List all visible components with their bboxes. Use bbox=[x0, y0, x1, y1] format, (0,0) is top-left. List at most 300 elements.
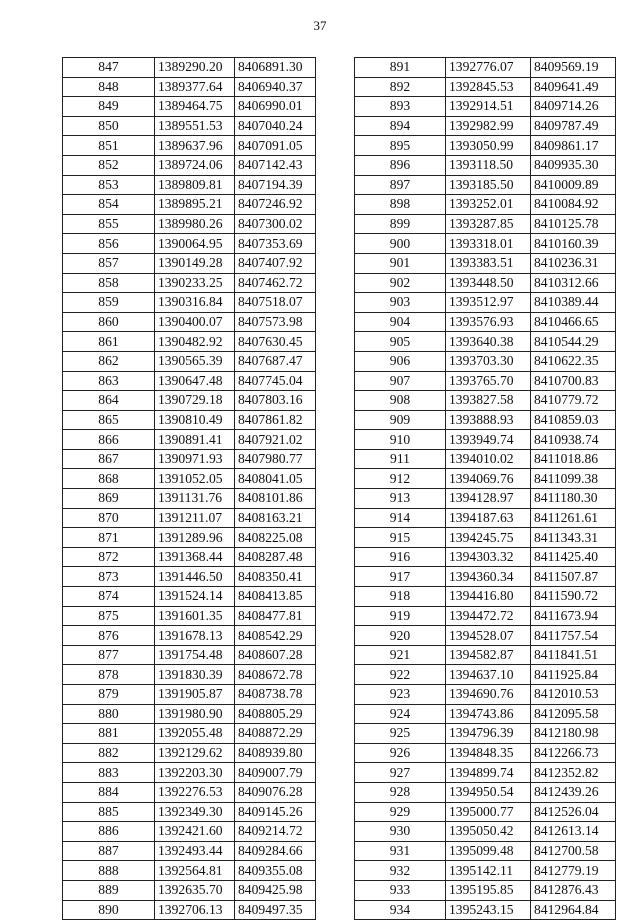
y-coordinate-cell: 8411261.61 bbox=[531, 508, 616, 528]
table-row bbox=[355, 469, 616, 489]
table-row bbox=[355, 861, 616, 881]
table-row bbox=[355, 97, 616, 117]
x-coordinate-cell: 1391289.96 bbox=[155, 528, 235, 548]
point-number-cell: 903 bbox=[355, 293, 446, 313]
table-row bbox=[355, 430, 616, 450]
point-number-cell: 887 bbox=[63, 841, 155, 861]
y-coordinate-cell: 8412439.26 bbox=[531, 782, 616, 802]
x-coordinate-cell: 1394796.39 bbox=[446, 724, 531, 744]
y-coordinate-cell: 8407194.39 bbox=[235, 175, 316, 195]
point-number-cell: 883 bbox=[63, 763, 155, 783]
table-row bbox=[63, 685, 316, 705]
x-coordinate-cell: 1392203.30 bbox=[155, 763, 235, 783]
y-coordinate-cell: 8409935.30 bbox=[531, 155, 616, 175]
point-number-cell: 852 bbox=[63, 155, 155, 175]
coordinates-table-right bbox=[354, 57, 616, 920]
x-coordinate-cell: 1395142.11 bbox=[446, 861, 531, 881]
point-number-cell: 902 bbox=[355, 273, 446, 293]
point-number-cell: 897 bbox=[355, 175, 446, 195]
table-row bbox=[355, 665, 616, 685]
point-number-cell: 908 bbox=[355, 391, 446, 411]
x-coordinate-cell: 1391446.50 bbox=[155, 567, 235, 587]
table-row bbox=[63, 763, 316, 783]
x-coordinate-cell: 1394582.87 bbox=[446, 645, 531, 665]
x-coordinate-cell: 1395000.77 bbox=[446, 802, 531, 822]
table-row bbox=[355, 645, 616, 665]
table-row bbox=[63, 371, 316, 391]
table-row bbox=[63, 430, 316, 450]
point-number-cell: 868 bbox=[63, 469, 155, 489]
x-coordinate-cell: 1391131.76 bbox=[155, 489, 235, 509]
point-number-cell: 891 bbox=[355, 58, 446, 78]
x-coordinate-cell: 1391678.13 bbox=[155, 626, 235, 646]
y-coordinate-cell: 8408607.28 bbox=[235, 645, 316, 665]
point-number-cell: 885 bbox=[63, 802, 155, 822]
y-coordinate-cell: 8410779.72 bbox=[531, 391, 616, 411]
point-number-cell: 924 bbox=[355, 704, 446, 724]
table-row bbox=[63, 900, 316, 920]
table-row bbox=[355, 880, 616, 900]
x-coordinate-cell: 1389980.26 bbox=[155, 214, 235, 234]
x-coordinate-cell: 1394416.80 bbox=[446, 587, 531, 607]
y-coordinate-cell: 8407246.92 bbox=[235, 195, 316, 215]
table-row bbox=[355, 528, 616, 548]
y-coordinate-cell: 8408939.80 bbox=[235, 743, 316, 763]
x-coordinate-cell: 1393118.50 bbox=[446, 155, 531, 175]
x-coordinate-cell: 1390316.84 bbox=[155, 293, 235, 313]
point-number-cell: 919 bbox=[355, 606, 446, 626]
point-number-cell: 873 bbox=[63, 567, 155, 587]
x-coordinate-cell: 1391211.07 bbox=[155, 508, 235, 528]
table-row bbox=[63, 253, 316, 273]
x-coordinate-cell: 1392129.62 bbox=[155, 743, 235, 763]
y-coordinate-cell: 8409425.98 bbox=[235, 880, 316, 900]
y-coordinate-cell: 8411099.38 bbox=[531, 469, 616, 489]
x-coordinate-cell: 1390647.48 bbox=[155, 371, 235, 391]
table-row bbox=[355, 489, 616, 509]
y-coordinate-cell: 8412266.73 bbox=[531, 743, 616, 763]
y-coordinate-cell: 8408163.21 bbox=[235, 508, 316, 528]
table-row bbox=[63, 743, 316, 763]
table-row bbox=[355, 606, 616, 626]
table-row bbox=[63, 273, 316, 293]
x-coordinate-cell: 1395243.15 bbox=[446, 900, 531, 920]
y-coordinate-cell: 8410009.89 bbox=[531, 175, 616, 195]
table-row bbox=[63, 606, 316, 626]
y-coordinate-cell: 8408477.81 bbox=[235, 606, 316, 626]
y-coordinate-cell: 8409214.72 bbox=[235, 822, 316, 842]
point-number-cell: 861 bbox=[63, 332, 155, 352]
y-coordinate-cell: 8411590.72 bbox=[531, 587, 616, 607]
table-row bbox=[63, 155, 316, 175]
x-coordinate-cell: 1393050.99 bbox=[446, 136, 531, 156]
point-number-cell: 899 bbox=[355, 214, 446, 234]
point-number-cell: 898 bbox=[355, 195, 446, 215]
point-number-cell: 920 bbox=[355, 626, 446, 646]
table-row bbox=[63, 528, 316, 548]
point-number-cell: 934 bbox=[355, 900, 446, 920]
table-row bbox=[63, 136, 316, 156]
table-row bbox=[355, 136, 616, 156]
x-coordinate-cell: 1390233.25 bbox=[155, 273, 235, 293]
y-coordinate-cell: 8408350.41 bbox=[235, 567, 316, 587]
y-coordinate-cell: 8412876.43 bbox=[531, 880, 616, 900]
point-number-cell: 913 bbox=[355, 489, 446, 509]
table-row bbox=[355, 626, 616, 646]
x-coordinate-cell: 1392776.07 bbox=[446, 58, 531, 78]
y-coordinate-cell: 8408805.29 bbox=[235, 704, 316, 724]
y-coordinate-cell: 8408872.29 bbox=[235, 724, 316, 744]
y-coordinate-cell: 8410312.66 bbox=[531, 273, 616, 293]
x-coordinate-cell: 1393383.51 bbox=[446, 253, 531, 273]
point-number-cell: 858 bbox=[63, 273, 155, 293]
x-coordinate-cell: 1391601.35 bbox=[155, 606, 235, 626]
table-row bbox=[63, 97, 316, 117]
y-coordinate-cell: 8412700.58 bbox=[531, 841, 616, 861]
x-coordinate-cell: 1392914.51 bbox=[446, 97, 531, 117]
x-coordinate-cell: 1393448.50 bbox=[446, 273, 531, 293]
table-row bbox=[355, 763, 616, 783]
x-coordinate-cell: 1393765.70 bbox=[446, 371, 531, 391]
table-row bbox=[355, 391, 616, 411]
x-coordinate-cell: 1389809.81 bbox=[155, 175, 235, 195]
y-coordinate-cell: 8409861.17 bbox=[531, 136, 616, 156]
y-coordinate-cell: 8410938.74 bbox=[531, 430, 616, 450]
table-row bbox=[63, 449, 316, 469]
point-number-cell: 893 bbox=[355, 97, 446, 117]
point-number-cell: 862 bbox=[63, 351, 155, 371]
point-number-cell: 911 bbox=[355, 449, 446, 469]
x-coordinate-cell: 1390482.92 bbox=[155, 332, 235, 352]
x-coordinate-cell: 1393318.01 bbox=[446, 234, 531, 254]
x-coordinate-cell: 1394950.54 bbox=[446, 782, 531, 802]
y-coordinate-cell: 8412352.82 bbox=[531, 763, 616, 783]
point-number-cell: 854 bbox=[63, 195, 155, 215]
y-coordinate-cell: 8408738.78 bbox=[235, 685, 316, 705]
x-coordinate-cell: 1394743.86 bbox=[446, 704, 531, 724]
table-row bbox=[63, 195, 316, 215]
table-row bbox=[63, 587, 316, 607]
point-number-cell: 929 bbox=[355, 802, 446, 822]
x-coordinate-cell: 1390565.39 bbox=[155, 351, 235, 371]
y-coordinate-cell: 8412526.04 bbox=[531, 802, 616, 822]
y-coordinate-cell: 8410544.29 bbox=[531, 332, 616, 352]
x-coordinate-cell: 1394303.32 bbox=[446, 547, 531, 567]
y-coordinate-cell: 8409007.79 bbox=[235, 763, 316, 783]
point-number-cell: 926 bbox=[355, 743, 446, 763]
point-number-cell: 850 bbox=[63, 116, 155, 136]
point-number-cell: 912 bbox=[355, 469, 446, 489]
y-coordinate-cell: 8408225.08 bbox=[235, 528, 316, 548]
table-row bbox=[355, 567, 616, 587]
point-number-cell: 896 bbox=[355, 155, 446, 175]
table-row bbox=[355, 273, 616, 293]
point-number-cell: 894 bbox=[355, 116, 446, 136]
point-number-cell: 918 bbox=[355, 587, 446, 607]
point-number-cell: 867 bbox=[63, 449, 155, 469]
x-coordinate-cell: 1394690.76 bbox=[446, 685, 531, 705]
x-coordinate-cell: 1390810.49 bbox=[155, 410, 235, 430]
x-coordinate-cell: 1393888.93 bbox=[446, 410, 531, 430]
table-row bbox=[63, 175, 316, 195]
table-row bbox=[355, 195, 616, 215]
y-coordinate-cell: 8407687.47 bbox=[235, 351, 316, 371]
x-coordinate-cell: 1394472.72 bbox=[446, 606, 531, 626]
y-coordinate-cell: 8407921.02 bbox=[235, 430, 316, 450]
x-coordinate-cell: 1392276.53 bbox=[155, 782, 235, 802]
y-coordinate-cell: 8412095.58 bbox=[531, 704, 616, 724]
table-row bbox=[355, 449, 616, 469]
x-coordinate-cell: 1393640.38 bbox=[446, 332, 531, 352]
y-coordinate-cell: 8406990.01 bbox=[235, 97, 316, 117]
y-coordinate-cell: 8411343.31 bbox=[531, 528, 616, 548]
point-number-cell: 880 bbox=[63, 704, 155, 724]
table-row bbox=[63, 116, 316, 136]
point-number-cell: 877 bbox=[63, 645, 155, 665]
x-coordinate-cell: 1394848.35 bbox=[446, 743, 531, 763]
x-coordinate-cell: 1393252.01 bbox=[446, 195, 531, 215]
point-number-cell: 869 bbox=[63, 489, 155, 509]
y-coordinate-cell: 8410084.92 bbox=[531, 195, 616, 215]
y-coordinate-cell: 8407630.45 bbox=[235, 332, 316, 352]
point-number-cell: 927 bbox=[355, 763, 446, 783]
y-coordinate-cell: 8410466.65 bbox=[531, 312, 616, 332]
point-number-cell: 901 bbox=[355, 253, 446, 273]
y-coordinate-cell: 8407040.24 bbox=[235, 116, 316, 136]
x-coordinate-cell: 1389724.06 bbox=[155, 155, 235, 175]
table-row bbox=[63, 724, 316, 744]
y-coordinate-cell: 8407980.77 bbox=[235, 449, 316, 469]
point-number-cell: 851 bbox=[63, 136, 155, 156]
point-number-cell: 895 bbox=[355, 136, 446, 156]
y-coordinate-cell: 8409641.49 bbox=[531, 77, 616, 97]
point-number-cell: 866 bbox=[63, 430, 155, 450]
y-coordinate-cell: 8407861.82 bbox=[235, 410, 316, 430]
point-number-cell: 882 bbox=[63, 743, 155, 763]
point-number-cell: 933 bbox=[355, 880, 446, 900]
point-number-cell: 856 bbox=[63, 234, 155, 254]
table-row bbox=[63, 234, 316, 254]
table-row bbox=[63, 332, 316, 352]
point-number-cell: 871 bbox=[63, 528, 155, 548]
page-number: 37 bbox=[313, 18, 327, 33]
x-coordinate-cell: 1389377.64 bbox=[155, 77, 235, 97]
x-coordinate-cell: 1393949.74 bbox=[446, 430, 531, 450]
point-number-cell: 857 bbox=[63, 253, 155, 273]
table-row bbox=[63, 214, 316, 234]
y-coordinate-cell: 8411507.87 bbox=[531, 567, 616, 587]
point-number-cell: 848 bbox=[63, 77, 155, 97]
table-row bbox=[63, 861, 316, 881]
table-row bbox=[63, 880, 316, 900]
table-row bbox=[355, 802, 616, 822]
y-coordinate-cell: 8410160.39 bbox=[531, 234, 616, 254]
point-number-cell: 904 bbox=[355, 312, 446, 332]
point-number-cell: 889 bbox=[63, 880, 155, 900]
table-row bbox=[63, 508, 316, 528]
point-number-cell: 932 bbox=[355, 861, 446, 881]
point-number-cell: 884 bbox=[63, 782, 155, 802]
y-coordinate-cell: 8407462.72 bbox=[235, 273, 316, 293]
x-coordinate-cell: 1389551.53 bbox=[155, 116, 235, 136]
x-coordinate-cell: 1390064.95 bbox=[155, 234, 235, 254]
x-coordinate-cell: 1394128.97 bbox=[446, 489, 531, 509]
x-coordinate-cell: 1395050.42 bbox=[446, 822, 531, 842]
x-coordinate-cell: 1390400.07 bbox=[155, 312, 235, 332]
table-row bbox=[355, 293, 616, 313]
point-number-cell: 909 bbox=[355, 410, 446, 430]
y-coordinate-cell: 8411757.54 bbox=[531, 626, 616, 646]
point-number-cell: 872 bbox=[63, 547, 155, 567]
point-number-cell: 881 bbox=[63, 724, 155, 744]
point-number-cell: 930 bbox=[355, 822, 446, 842]
y-coordinate-cell: 8410389.44 bbox=[531, 293, 616, 313]
point-number-cell: 870 bbox=[63, 508, 155, 528]
table-row bbox=[63, 645, 316, 665]
x-coordinate-cell: 1394528.07 bbox=[446, 626, 531, 646]
table-row bbox=[63, 293, 316, 313]
table-row bbox=[355, 704, 616, 724]
y-coordinate-cell: 8409076.28 bbox=[235, 782, 316, 802]
table-row bbox=[63, 351, 316, 371]
table-row bbox=[63, 841, 316, 861]
table-row bbox=[355, 351, 616, 371]
x-coordinate-cell: 1392706.13 bbox=[155, 900, 235, 920]
y-coordinate-cell: 8408413.85 bbox=[235, 587, 316, 607]
y-coordinate-cell: 8407803.16 bbox=[235, 391, 316, 411]
point-number-cell: 910 bbox=[355, 430, 446, 450]
table-row bbox=[63, 704, 316, 724]
table-row bbox=[355, 312, 616, 332]
y-coordinate-cell: 8409714.26 bbox=[531, 97, 616, 117]
point-number-cell: 925 bbox=[355, 724, 446, 744]
x-coordinate-cell: 1392845.53 bbox=[446, 77, 531, 97]
y-coordinate-cell: 8410125.78 bbox=[531, 214, 616, 234]
x-coordinate-cell: 1392421.60 bbox=[155, 822, 235, 842]
y-coordinate-cell: 8408101.86 bbox=[235, 489, 316, 509]
table-row bbox=[63, 58, 316, 78]
y-coordinate-cell: 8407353.69 bbox=[235, 234, 316, 254]
x-coordinate-cell: 1390149.28 bbox=[155, 253, 235, 273]
point-number-cell: 915 bbox=[355, 528, 446, 548]
x-coordinate-cell: 1393576.93 bbox=[446, 312, 531, 332]
point-number-cell: 886 bbox=[63, 822, 155, 842]
y-coordinate-cell: 8409497.35 bbox=[235, 900, 316, 920]
x-coordinate-cell: 1389464.75 bbox=[155, 97, 235, 117]
point-number-cell: 853 bbox=[63, 175, 155, 195]
table-row bbox=[63, 802, 316, 822]
table-row bbox=[355, 371, 616, 391]
point-number-cell: 879 bbox=[63, 685, 155, 705]
x-coordinate-cell: 1390729.18 bbox=[155, 391, 235, 411]
table-row bbox=[355, 900, 616, 920]
y-coordinate-cell: 8409145.26 bbox=[235, 802, 316, 822]
point-number-cell: 890 bbox=[63, 900, 155, 920]
table-row bbox=[63, 665, 316, 685]
table-row bbox=[355, 214, 616, 234]
point-number-cell: 847 bbox=[63, 58, 155, 78]
point-number-cell: 874 bbox=[63, 587, 155, 607]
y-coordinate-cell: 8411180.30 bbox=[531, 489, 616, 509]
x-coordinate-cell: 1392982.99 bbox=[446, 116, 531, 136]
table-row bbox=[355, 116, 616, 136]
x-coordinate-cell: 1391830.39 bbox=[155, 665, 235, 685]
point-number-cell: 906 bbox=[355, 351, 446, 371]
x-coordinate-cell: 1394187.63 bbox=[446, 508, 531, 528]
y-coordinate-cell: 8410700.83 bbox=[531, 371, 616, 391]
x-coordinate-cell: 1392349.30 bbox=[155, 802, 235, 822]
x-coordinate-cell: 1392493.44 bbox=[155, 841, 235, 861]
table-row bbox=[63, 782, 316, 802]
x-coordinate-cell: 1394010.02 bbox=[446, 449, 531, 469]
y-coordinate-cell: 8408041.05 bbox=[235, 469, 316, 489]
y-coordinate-cell: 8408672.78 bbox=[235, 665, 316, 685]
x-coordinate-cell: 1389290.20 bbox=[155, 58, 235, 78]
table-row bbox=[63, 410, 316, 430]
point-number-cell: 923 bbox=[355, 685, 446, 705]
point-number-cell: 860 bbox=[63, 312, 155, 332]
x-coordinate-cell: 1391980.90 bbox=[155, 704, 235, 724]
x-coordinate-cell: 1393827.58 bbox=[446, 391, 531, 411]
coordinates-table-left bbox=[62, 57, 316, 920]
y-coordinate-cell: 8409355.08 bbox=[235, 861, 316, 881]
y-coordinate-cell: 8410859.03 bbox=[531, 410, 616, 430]
x-coordinate-cell: 1390891.41 bbox=[155, 430, 235, 450]
table-row bbox=[355, 841, 616, 861]
point-number-cell: 914 bbox=[355, 508, 446, 528]
y-coordinate-cell: 8412964.84 bbox=[531, 900, 616, 920]
table-row bbox=[355, 410, 616, 430]
x-coordinate-cell: 1391368.44 bbox=[155, 547, 235, 567]
table-row bbox=[355, 58, 616, 78]
table-row bbox=[355, 234, 616, 254]
y-coordinate-cell: 8411673.94 bbox=[531, 606, 616, 626]
table-row bbox=[63, 567, 316, 587]
table-row bbox=[63, 489, 316, 509]
table-row bbox=[355, 77, 616, 97]
table-row bbox=[355, 685, 616, 705]
point-number-cell: 863 bbox=[63, 371, 155, 391]
point-number-cell: 878 bbox=[63, 665, 155, 685]
table-row bbox=[355, 508, 616, 528]
y-coordinate-cell: 8412613.14 bbox=[531, 822, 616, 842]
y-coordinate-cell: 8409569.19 bbox=[531, 58, 616, 78]
table-row bbox=[63, 626, 316, 646]
table-row bbox=[355, 155, 616, 175]
point-number-cell: 900 bbox=[355, 234, 446, 254]
point-number-cell: 916 bbox=[355, 547, 446, 567]
x-coordinate-cell: 1394360.34 bbox=[446, 567, 531, 587]
y-coordinate-cell: 8411425.40 bbox=[531, 547, 616, 567]
x-coordinate-cell: 1394637.10 bbox=[446, 665, 531, 685]
x-coordinate-cell: 1395195.85 bbox=[446, 880, 531, 900]
y-coordinate-cell: 8408287.48 bbox=[235, 547, 316, 567]
table-row bbox=[355, 724, 616, 744]
x-coordinate-cell: 1391052.05 bbox=[155, 469, 235, 489]
y-coordinate-cell: 8407142.43 bbox=[235, 155, 316, 175]
point-number-cell: 905 bbox=[355, 332, 446, 352]
table-row bbox=[355, 547, 616, 567]
x-coordinate-cell: 1394899.74 bbox=[446, 763, 531, 783]
y-coordinate-cell: 8407091.05 bbox=[235, 136, 316, 156]
y-coordinate-cell: 8412010.53 bbox=[531, 685, 616, 705]
point-number-cell: 888 bbox=[63, 861, 155, 881]
x-coordinate-cell: 1393287.85 bbox=[446, 214, 531, 234]
table-row bbox=[355, 253, 616, 273]
point-number-cell: 931 bbox=[355, 841, 446, 861]
table-row bbox=[355, 743, 616, 763]
point-number-cell: 875 bbox=[63, 606, 155, 626]
